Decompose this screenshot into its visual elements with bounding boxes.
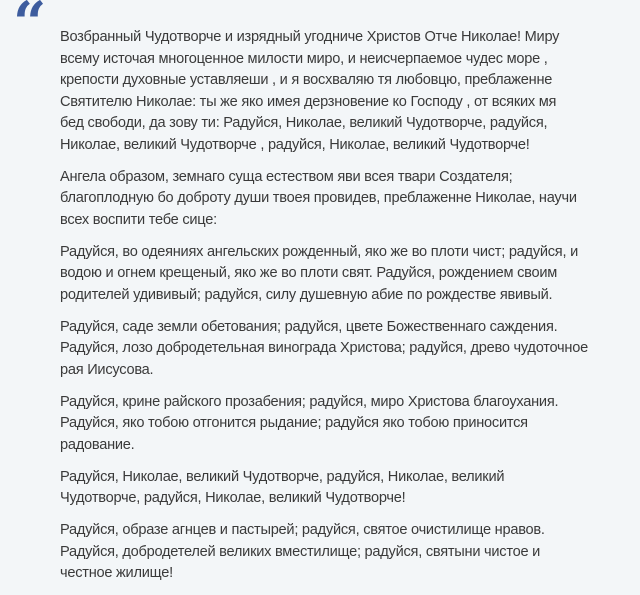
text-line: Радуйся, яко тобою отгонится рыдание; радуйся яко тобою приносится [60,415,528,431]
text-line: Радуйся, Николае, великий Чудотворче, радуйся, Николае, великий [60,468,505,485]
text-line: Радуйся, образе агнцев и пастырей; радуйся, святое очистилище нравов. [60,522,545,538]
paragraph [60,520,630,585]
paragraph [60,467,630,510]
quote-icon: “ [13,0,43,57]
text-line: Чудотворче, радуйся, Николае, великий Чудотворче! [60,490,406,506]
text-line: крепости духовные уставляеши , и я восхваляю тя любовцю, преблаженне [60,72,553,88]
text-line: Радуйся, крине райского прозабения; радуйся, миро Христова благоухания. [60,393,559,410]
text-line: рая Иисусова. [60,361,154,378]
text-line: Возбранный Чудотворче и изрядный угодниче Христов Отче Николае! Миру [60,29,560,45]
text-line: Радуйся, добродетелей великих вместилище; радуйся, святыни чистое и [60,543,541,560]
text-line: водою и огнем крещеный, яко же во плоти свят. Радуйся, рождением своим [60,265,558,281]
paragraph [60,392,630,457]
text-line: Святителю Николае: ты же яко имея дерзновение ко Господу , от всяких мя [60,93,557,110]
paragraph [60,27,630,156]
text-line: радование. [60,436,135,453]
text-line: Радуйся, лозо добродетельная винограда Христова; радуйся, древо чудоточное [60,340,588,356]
text-line: Ангела образом, земнаго суща естеством яви всея твари Создателя; [60,168,513,185]
paragraph [60,242,630,307]
paragraph [60,317,630,382]
text-line: всему источая многоценное милости миро, и неисчерпаемое чудес море , [60,50,548,67]
text-line: благоплодную бо доброту души твоея провидев, преблаженне Николае, научи [60,190,577,206]
text-line: всех воспити тебе сице: [60,211,217,228]
text-line: Николае, великий Чудотворче , радуйся, Николае, великий Чудотворче! [60,136,530,153]
text-line: родителей удививый; радуйся, силу душевную абие по рождестве явивый. [60,286,553,303]
paragraph [60,167,630,232]
prayer-text-block [60,27,630,595]
text-line: Радуйся, саде земли обетования; радуйся, цвете Божественнаго саждения. [60,318,558,335]
text-line: Радуйся, во одеяниях ангельских рожденный, яко же во плоти чист; радуйся, и [60,243,578,260]
text-line: бед свободи, да зову ти: Радуйся, Николае, великий Чудотворче, радуйся, [60,115,548,131]
text-line: честное жилище! [60,565,173,581]
